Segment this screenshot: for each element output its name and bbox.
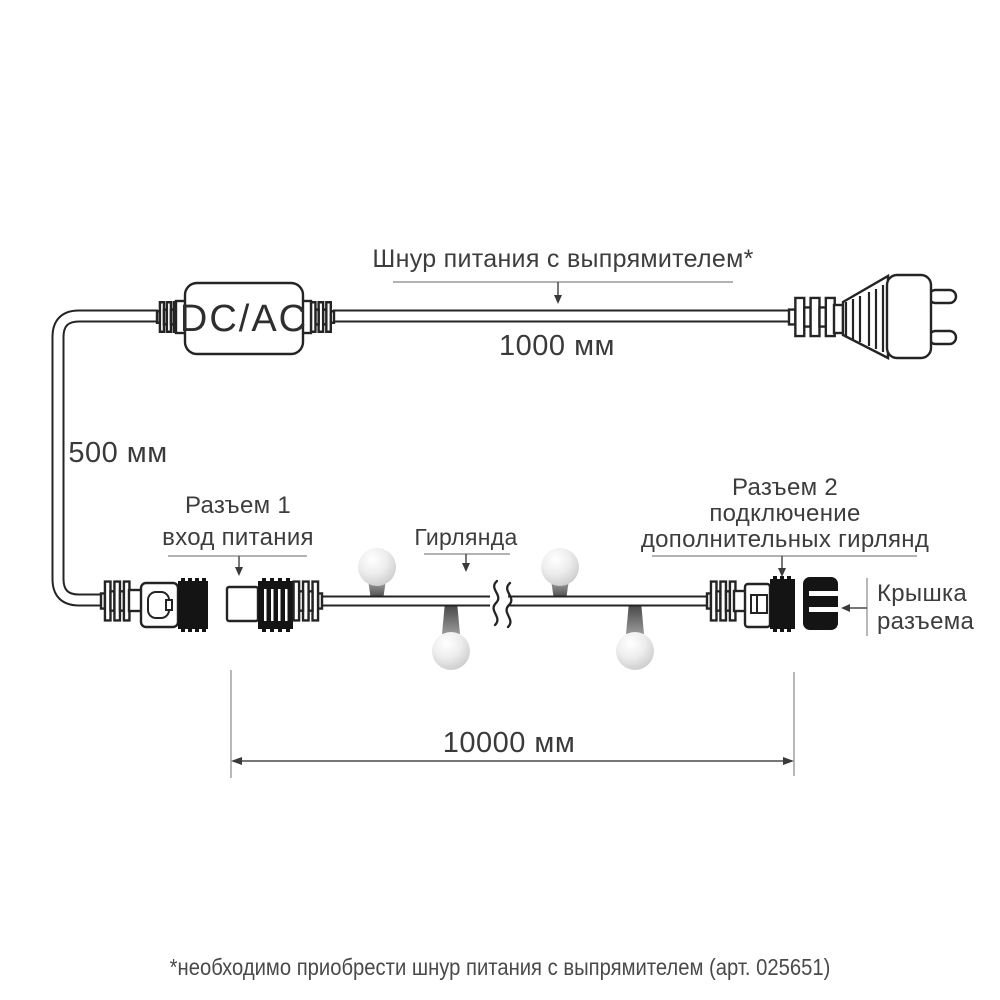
connector2 — [707, 576, 795, 632]
connector1-label-line2: вход питания — [162, 524, 314, 551]
connector2-cap — [803, 577, 838, 630]
adapter-label: DC/AC — [179, 298, 309, 340]
bulb — [432, 602, 470, 670]
down-arrow-icon — [778, 568, 786, 577]
plug-prong — [929, 331, 956, 344]
down-arrow-icon — [462, 563, 470, 572]
down-arrow-icon — [554, 295, 562, 304]
left-arrow-icon — [841, 604, 850, 612]
dimension-10000 — [231, 670, 794, 778]
left-arrow-icon — [231, 757, 242, 765]
strain-relief — [101, 582, 129, 621]
connector1-label-line1: Разъем 1 — [184, 492, 292, 519]
garland-label: Гирлянда — [414, 524, 518, 550]
cap-label-line1: Крышка — [877, 580, 968, 607]
input-cable-length: 500 мм — [68, 437, 168, 469]
bulb — [541, 548, 579, 600]
power-cord-label: Шнур питания с выпрямителем* — [372, 245, 754, 273]
strain-relief — [294, 582, 322, 621]
cap-label-line2: разъема — [877, 608, 975, 635]
connector2-label-line3: дополнительных гирлянд — [640, 526, 930, 553]
strain-relief — [157, 302, 178, 332]
connector1-female — [227, 578, 322, 632]
connector2-label-line1: Разъем 2 — [731, 474, 839, 501]
connector-cap-callout — [841, 578, 975, 636]
wire-break-symbol — [494, 581, 512, 627]
knurled-ring — [258, 578, 293, 632]
strain-relief — [789, 298, 835, 336]
garland-length: 10000 мм — [442, 727, 576, 759]
knurled-ring — [770, 576, 795, 632]
strain-relief — [311, 302, 334, 332]
bulb — [616, 602, 654, 670]
power-cord-length: 1000 мм — [499, 330, 615, 362]
dc-ac-adapter — [157, 283, 334, 354]
knurled-ring — [178, 578, 208, 632]
plug-prong — [929, 290, 956, 303]
footnote: *необходимо приобрести шнур питания с выпрямителем (арт. 025651) — [169, 953, 831, 981]
connector2-label-line2: подключение — [709, 500, 861, 527]
garland-callout — [414, 524, 517, 572]
bulb — [358, 548, 396, 600]
connector1-male — [101, 578, 208, 632]
connector2-callout — [641, 474, 929, 577]
strain-relief — [707, 582, 735, 621]
euro-plug — [789, 275, 956, 358]
down-arrow-icon — [235, 567, 243, 576]
power-cord-callout — [372, 245, 753, 362]
connector1-callout — [162, 492, 314, 576]
right-arrow-icon — [783, 757, 794, 765]
